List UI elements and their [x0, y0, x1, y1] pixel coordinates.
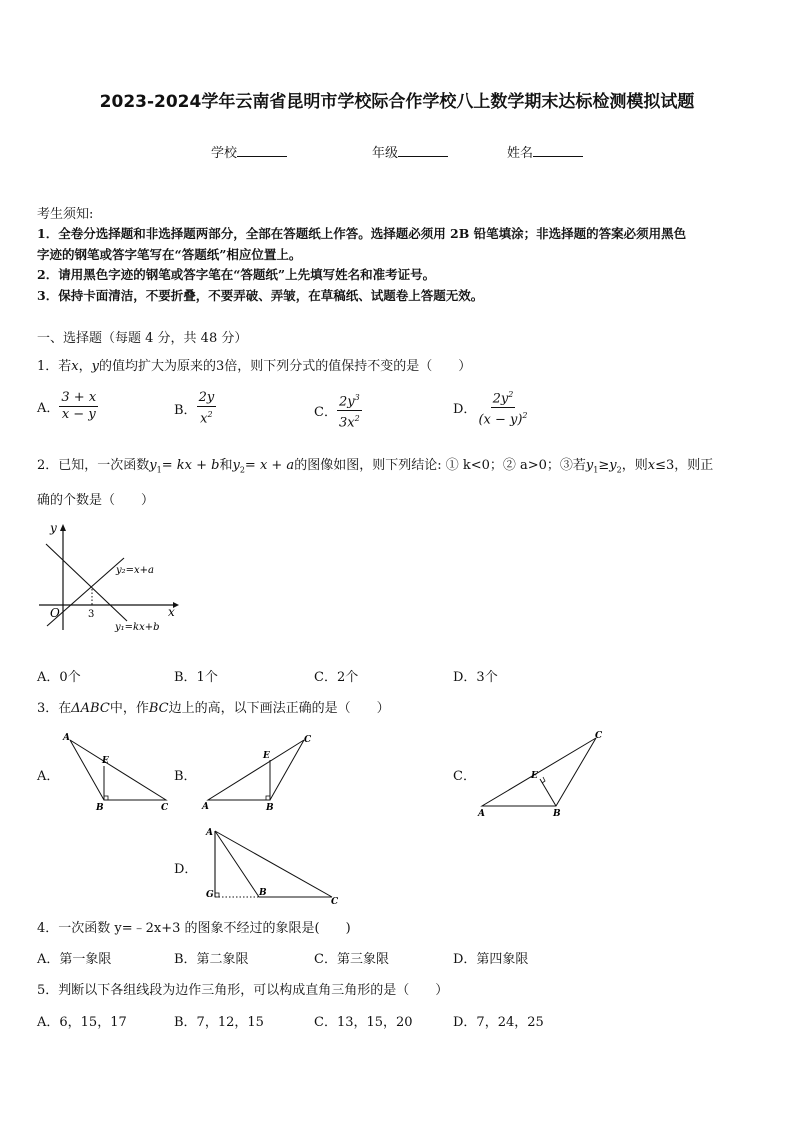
name-label: 姓名	[507, 146, 534, 161]
q4-option-a: A．第一象限	[37, 952, 112, 967]
q3-d-side-ac	[215, 831, 332, 897]
q3-d-pt-a: A	[206, 828, 213, 838]
q3-c-pt-b: B	[553, 809, 561, 819]
q4-stem: 4．一次函数 y=﹣2x+3 的图象不经过的象限是( )	[37, 921, 351, 936]
q3-text-a: 3．在	[37, 701, 72, 716]
q3-a-pt-c: C	[161, 803, 169, 812]
q2-ineq-a: y	[585, 458, 594, 473]
q1-option-b-label: B．	[174, 403, 197, 419]
q3-c-pt-e: E	[531, 771, 538, 781]
q1-var-x: x	[71, 359, 79, 374]
q2-ineq-op: ≥	[598, 458, 610, 473]
q2-text-c: ，则	[621, 458, 648, 473]
q3-d-pt-g: G	[206, 890, 214, 900]
q3-b-pt-a: A	[202, 802, 209, 812]
q2-fn2-rest: = x + a	[244, 458, 295, 473]
q5-option-a: A．6，15，17	[37, 1015, 127, 1030]
q3-c-triangle	[482, 738, 596, 806]
q3-figure-a	[58, 730, 178, 812]
q2-and: 和	[219, 458, 233, 473]
q5-option-b: B．7，12，15	[174, 1015, 264, 1030]
q3-a-right-angle	[104, 796, 108, 800]
q2-graph-y-label: y	[50, 521, 57, 535]
grade-blank	[398, 144, 448, 157]
q1-option-d-numerator	[491, 387, 516, 408]
q4-option-d: D．第四象限	[453, 952, 529, 967]
q3-side-bc: BC	[148, 701, 169, 716]
q2-fn1-rest: = kx + b	[161, 458, 220, 473]
q3-option-a-label: A．	[37, 769, 60, 784]
name-blank	[533, 144, 583, 157]
q1-option-d-den-exp: 2	[522, 411, 528, 421]
q2-option-d: D．3个	[453, 670, 498, 685]
q1-option-c-numerator	[337, 390, 362, 411]
school-blank	[237, 144, 287, 157]
q2-ineq-a-sub: 1	[593, 465, 599, 475]
q2-ineq-b-sub: 2	[616, 465, 622, 475]
q2-text-d: ≤3，则正	[655, 458, 714, 473]
q1-option-d-denominator	[476, 408, 529, 428]
q3-d-pt-c: C	[331, 897, 339, 905]
q2-fn1-sub: 1	[156, 465, 162, 475]
q1-option-c-den-base: 3x	[338, 415, 355, 431]
q1-option-d-fraction	[476, 387, 529, 429]
grade-field	[372, 142, 448, 161]
q3-b-pt-b: B	[266, 803, 274, 812]
q3-c-pt-c: C	[595, 731, 603, 741]
q1-option-c-label: C．	[314, 405, 337, 421]
q1-option-a-denominator: x − y	[61, 407, 96, 422]
q1-var-y: y	[91, 359, 99, 374]
q1-option-c-den-exp: 2	[354, 414, 360, 424]
q1-option-b-denominator	[198, 407, 214, 427]
q3-a-pt-b: B	[96, 803, 104, 812]
q4-option-c: C．第三象限	[314, 952, 389, 967]
q3-option-d-label: D．	[174, 862, 198, 877]
q2-option-b: B．1个	[174, 670, 218, 685]
q3-d-pt-b: B	[259, 888, 267, 898]
q3-a-pt-e: E	[102, 756, 109, 766]
q3-d-right-angle	[215, 893, 219, 897]
q3-option-b-label: B．	[174, 769, 197, 784]
notice-item-2: 2．请用黑色字迹的钢笔或答字笔在“答题纸”上先填写姓名和准考证号。	[37, 267, 436, 282]
q2-option-c: C．2个	[314, 670, 359, 685]
q1-option-c-fraction	[337, 390, 362, 432]
notice-item-1a: 1．全卷分选择题和非选择题两部分，全部在答题纸上作答。选择题必须用 2B 铅笔填涂；非选择题的答案必须用黑色	[37, 226, 687, 241]
q2-ineq-b: y	[609, 458, 617, 473]
q2-graph-y2-label: y₂=x+a	[116, 565, 155, 576]
q3-c-pt-a: A	[478, 809, 485, 819]
q1-option-b-den-base: x	[200, 411, 208, 427]
section-heading: 一、选择题（每题 4 分，共 48 分）	[37, 331, 248, 346]
q5-option-c: C．13，15，20	[314, 1015, 413, 1030]
q1-option-b-fraction	[197, 390, 217, 427]
notice-item-3: 3．保持卡面清洁，不要折叠，不要弄破、弄皱，在草稿纸、试题卷上答题无效。	[37, 288, 484, 303]
q1-option-d	[453, 387, 530, 429]
q1-option-b	[174, 390, 216, 427]
q1-comma: ，	[78, 359, 92, 374]
school-label: 学校	[211, 146, 238, 161]
q3-a-pt-a: A	[63, 733, 70, 743]
q1-option-d-label: D．	[453, 402, 477, 418]
q3-option-c-label: C．	[453, 769, 476, 784]
q1-option-d-den-base: (x − y)	[478, 412, 523, 428]
q3-a-triangle	[70, 740, 166, 800]
q2-option-a: A．0个	[37, 670, 81, 685]
name-field	[507, 142, 583, 161]
q1-stem	[37, 355, 471, 374]
q2-graph	[37, 518, 182, 636]
q3-text-c: 边上的高，以下画法正确的是（ ）	[168, 701, 390, 716]
q3-figure-c	[474, 728, 614, 820]
q1-option-a	[37, 390, 98, 423]
q3-d-side-ab	[215, 831, 259, 897]
q1-option-c-num-base: 2y	[338, 394, 355, 410]
q2-graph-origin-label: O	[50, 606, 60, 620]
q2-fn2-y: y	[232, 458, 240, 473]
q1-option-d-num-exp: 2	[508, 390, 514, 399]
q5-stem: 5．判断以下各组线段为边作三角形，可以构成直角三角形的是（ ）	[37, 983, 449, 998]
q1-option-a-fraction	[59, 390, 98, 423]
notice-item-1b: 字迹的钢笔或答字笔写在“答题纸”相应位置上。	[37, 247, 302, 262]
q2-stem-line1	[37, 454, 713, 475]
q2-graph-y-arrow	[60, 524, 66, 531]
notice-heading: 考生须知:	[37, 207, 94, 222]
grade-label: 年级	[372, 146, 399, 161]
q1-text-b: 的值均扩大为原来的3倍，则下列分式的值保持不变的是（ ）	[99, 359, 472, 374]
q1-option-d-num-base: 2y	[492, 391, 509, 407]
q2-fn1-y: y	[149, 458, 157, 473]
q3-b-right-angle	[266, 796, 270, 800]
q5-option-d: D．7，24，25	[453, 1015, 544, 1030]
q3-c-right-angle	[542, 777, 545, 783]
q1-option-a-numerator: 3 + x	[61, 390, 97, 405]
q1-option-a-label: A．	[37, 401, 60, 416]
q2-text-b: 的图像如图，则下列结论: ① k<0；② a>0；③若	[294, 458, 586, 473]
q3-triangle: ΔABC	[71, 701, 110, 716]
q2-graph-y1-label: y₁=kx+b	[115, 622, 160, 633]
q2-text-a: 2．已知，一次函数	[37, 458, 150, 473]
q3-b-triangle	[208, 740, 304, 800]
q3-b-pt-e: E	[263, 751, 270, 761]
q4-option-b: B．第二象限	[174, 952, 249, 967]
q2-stem-line2: 确的个数是（ ）	[37, 493, 155, 508]
q3-b-pt-c: C	[304, 735, 312, 745]
q3-figure-b	[200, 730, 320, 812]
q1-option-c-denominator	[337, 411, 362, 431]
q1-option-c	[314, 390, 362, 432]
q2-var-x: x	[647, 458, 656, 473]
school-field	[211, 142, 287, 161]
q3-stem	[37, 697, 390, 716]
q1-option-b-numerator: 2y	[198, 390, 215, 405]
q2-graph-tick-label: 3	[88, 609, 95, 620]
q3-text-b: 中，作	[109, 701, 149, 716]
q1-option-b-den-exp: 2	[207, 410, 213, 419]
q2-graph-x-label: x	[168, 605, 175, 619]
q1-option-c-num-exp: 3	[354, 393, 360, 402]
page-title: 2023-2024学年云南省昆明市学校际合作学校八上数学期末达标检测模拟试题	[99, 92, 695, 112]
q1-text-a: 1．若	[37, 359, 72, 374]
q3-figure-d	[202, 823, 347, 905]
q2-fn2-sub: 2	[239, 465, 245, 475]
